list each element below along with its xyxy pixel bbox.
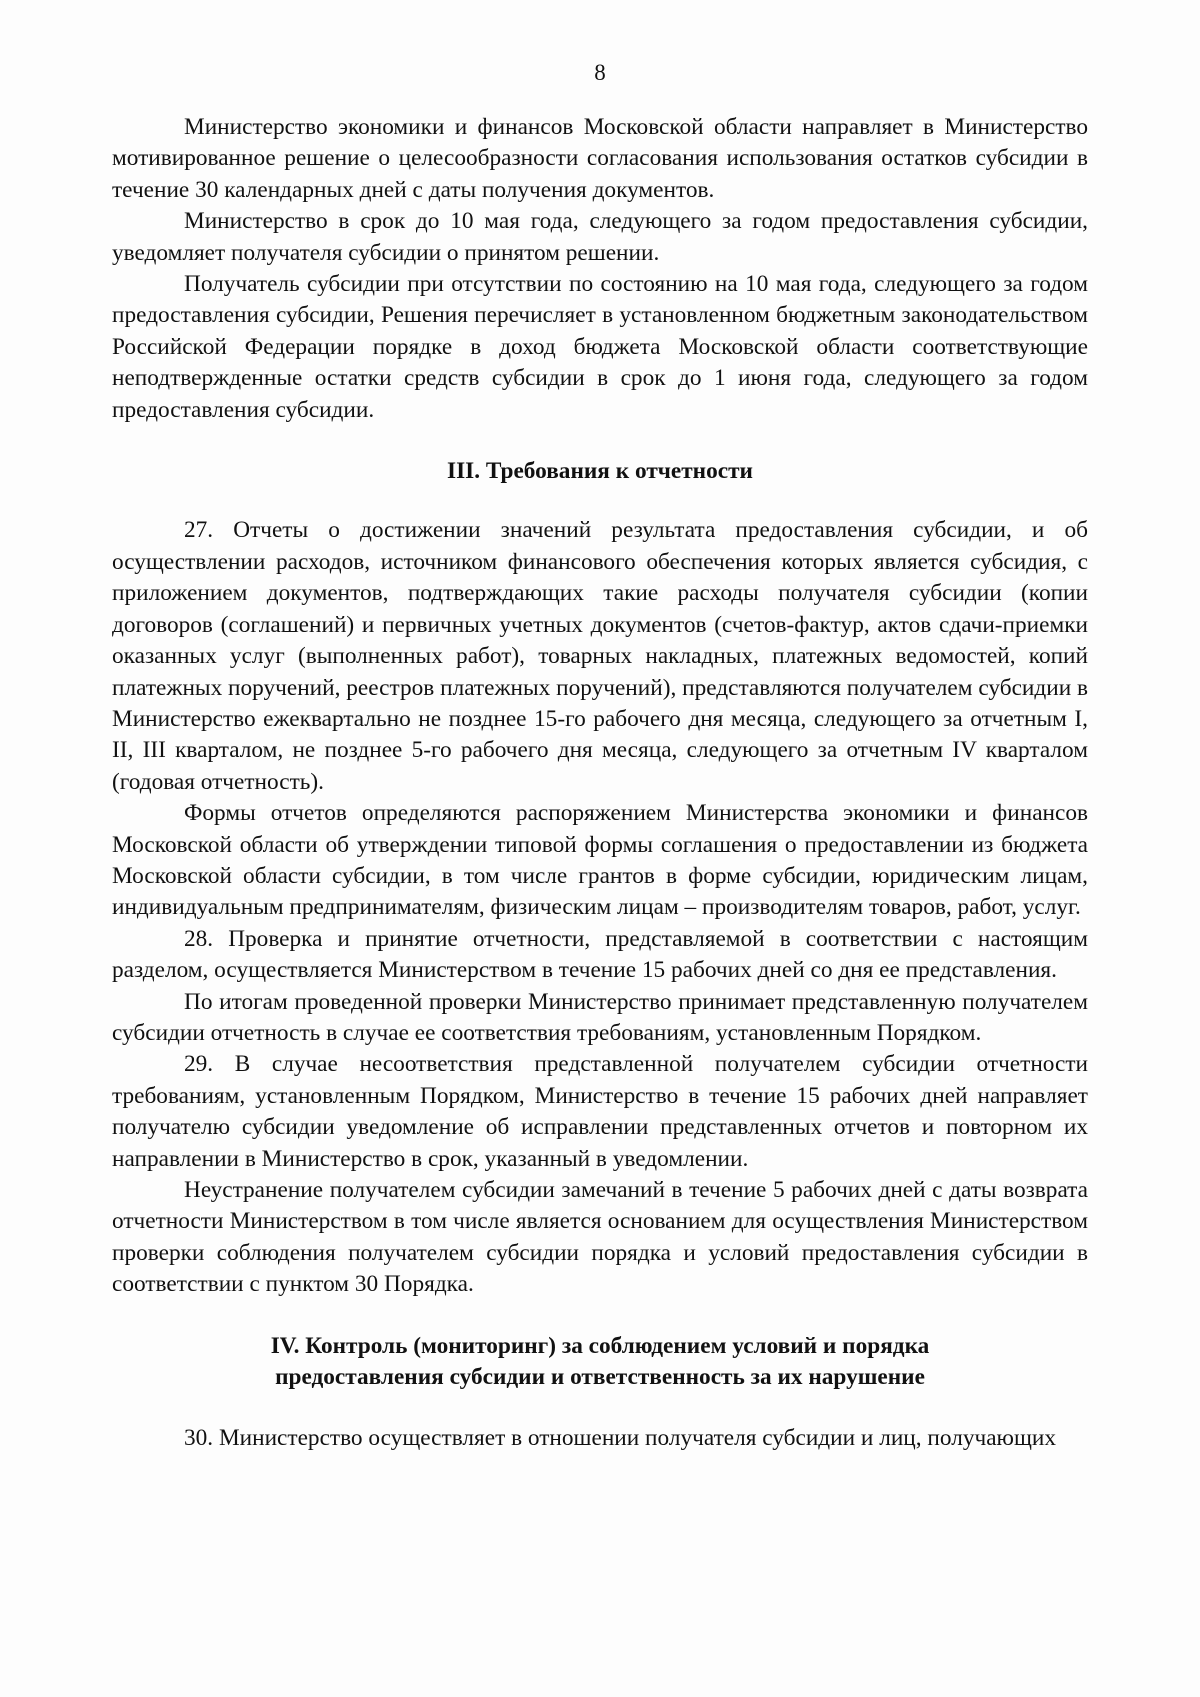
section-heading-iv-line1: IV. Контроль (мониторинг) за соблюдением условий и порядка [270,1332,930,1359]
paragraph: Министерство экономики и финансов Московской области направляет в Министерство мотивированное решение о целесообразности согласования использования остатков субсидии в течение 30 календарных дней с даты получения документов. [112,114,1088,203]
paragraph: 28. Проверка и принятие отчетности, представляемой в соответствии с настоящим разделом, осуществляется Министерством в течение 15 рабочих дней со дня ее представления. [112,925,1088,984]
section-heading-iii: III. Требования к отчетности [447,458,753,485]
section-heading-iv-line2: предоставления субсидии и ответственность за их нарушение [275,1364,925,1391]
paragraph: Формы отчетов определяются распоряжением Министерства экономики и финансов Московской области об утверждении типовой формы соглашения о предоставлении из бюджета Московской области субсидии, в том числе грантов в форме субсидии, юридическим лицам, индивидуальным предпринимателям, физическим лицам – производителям товаров, работ, услуг. [112,800,1088,921]
paragraph: 29. В случае несоответствия представленной получателем субсидии отчетности требованиям, установленным Порядком, Министерство в течение 15 рабочих дней направляет получателю субсидии уведомление об исправлении представленных отчетов и повторном их направлении в Министерство в срок, указанный в уведомлении. [112,1051,1088,1172]
section-iii-body [112,515,1088,1300]
paragraph: 30. Министерство осуществляет в отношении получателя субсидии и лиц, получающих [184,1425,1057,1452]
paragraph: 27. Отчеты о достижении значений результата предоставления субсидии, и об осуществлении расходов, источником финансового обеспечения которых является субсидия, с приложением документов, подтверждающих такие расходы получателя субсидии (копии договоров (соглашений) и первичных учетных документов (счетов-фактур, актов сдачи-приемки оказанных услуг (выполненных работ), товарных накладных, платежных ведомостей, копий платежных поручений, реестров платежных поручений), представляются получателем субсидии в Министерство ежеквартально не позднее 15-го рабочего дня месяца, следующего за отчетным I, II, III кварталом, не позднее 5-го рабочего дня месяца, следующего за отчетным IV кварталом (годовая отчетность). [112,517,1088,795]
document-body [112,112,1088,1455]
paragraph: Министерство в срок до 10 мая года, следующего за годом предоставления субсидии, уведомляет получателя субсидии о принятом решении. [112,208,1088,266]
page-number: 8 [594,60,606,85]
paragraph: Получатель субсидии при отсутствии по состоянию на 10 мая года, следующего за годом предоставления субсидии, Решения перечисляет в установленном бюджетным законодательством Российской Федерации порядке в доход бюджета Московской области соответствующие неподтвержденные остатки средств субсидии в срок до 1 июня года, следующего за годом предоставления субсидии. [112,271,1088,423]
section-heading-iv [112,1331,1088,1394]
paragraph: По итогам проведенной проверки Министерство принимает представленную получателем субсидии отчетность в случае ее соответствия требованиям, установленным Порядком. [112,988,1088,1046]
paragraph: Неустранение получателем субсидии замечаний в течение 5 рабочих дней с даты возврата отчетности Министерством в том числе является основанием для осуществления Министерством проверки соблюдения получателем субсидии порядка и условий предоставления субсидии в соответствии с пунктом 30 Порядка. [112,1177,1088,1298]
